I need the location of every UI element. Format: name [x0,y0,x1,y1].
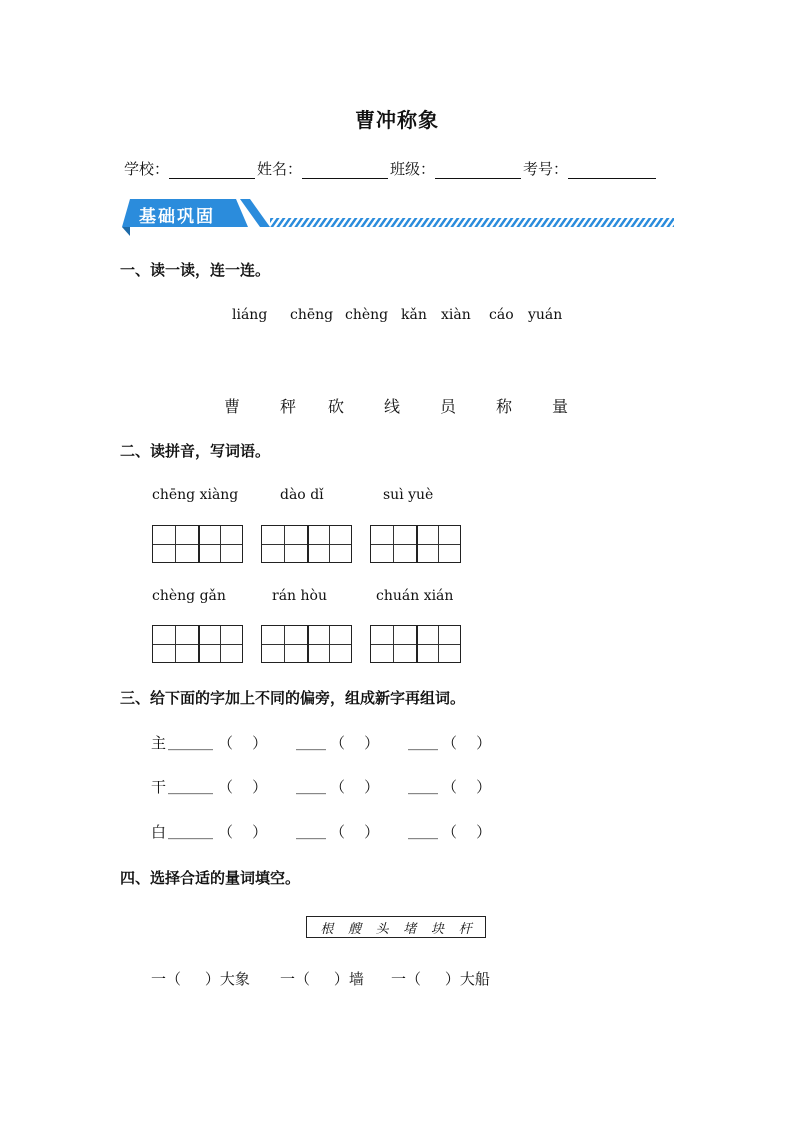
new-char-blank[interactable]: ＿＿＿ [168,823,214,841]
q2-pinyin-row-2 [0,588,794,608]
name-field[interactable] [302,161,388,179]
pinyin-item[interactable]: cáo [489,307,514,323]
option-word: 杆 [458,921,472,937]
pinyin-word: rán hòu [272,588,327,604]
q2-heading: 二、读拼音，写词语。 [120,442,271,460]
word-paren[interactable]: （ ） [442,778,492,796]
option-word: 堵 [403,921,417,937]
q1-char-row [0,394,794,418]
radical-row [0,776,794,798]
word-paren[interactable]: （ ） [218,823,268,841]
banner-label: 基础巩固 [139,207,215,227]
new-char-blank[interactable]: ＿＿ [296,734,327,752]
char-item[interactable]: 曹 [224,397,241,416]
word-paren[interactable]: （ ） [218,778,268,796]
word-paren[interactable]: （ ） [330,778,380,796]
exam-number-field[interactable] [568,161,656,179]
char-item[interactable]: 员 [440,397,457,416]
exam-number-label: 考号： [523,160,569,178]
class-label: 班级： [390,160,436,178]
q4-heading: 四、选择合适的量词填空。 [120,869,301,887]
base-char: 白 [151,823,167,841]
new-char-blank[interactable]: ＿＿ [296,778,327,796]
new-char-blank[interactable]: ＿＿＿ [168,778,214,796]
class-field[interactable] [435,161,521,179]
school-label: 学校： [124,160,170,178]
new-char-blank[interactable]: ＿＿ [408,823,439,841]
writing-grid[interactable] [370,525,461,563]
char-item[interactable]: 线 [384,397,401,416]
pinyin-item[interactable]: liáng [232,307,268,323]
word-paren[interactable]: （ ） [330,734,380,752]
pinyin-item[interactable]: chèng [345,307,389,323]
pinyin-word: chuán xián [376,588,454,604]
writing-grid[interactable] [370,625,461,663]
pinyin-item[interactable]: xiàn [441,307,471,323]
new-char-blank[interactable]: ＿＿ [408,778,439,796]
word-paren[interactable]: （ ） [442,823,492,841]
pinyin-word: dào dǐ [280,487,324,503]
pinyin-word: suì yuè [383,487,434,503]
char-item[interactable]: 秤 [280,397,297,416]
measure-word-options [306,916,486,938]
name-label: 姓名： [257,160,303,178]
pinyin-word: chèng gǎn [152,588,226,604]
student-info-row [124,158,658,179]
writing-grid[interactable] [152,525,243,563]
radical-row [0,821,794,843]
char-item[interactable]: 砍 [328,397,345,416]
writing-grid[interactable] [152,625,243,663]
radical-row [0,732,794,754]
word-paren[interactable]: （ ） [330,823,380,841]
q1-pinyin-row [0,307,794,327]
new-char-blank[interactable]: ＿＿＿ [168,734,214,752]
base-char: 主 [151,734,167,752]
writing-grid[interactable] [261,525,352,563]
word-paren[interactable]: （ ） [442,734,492,752]
pinyin-item[interactable]: chēng [290,307,334,323]
char-item[interactable]: 量 [552,397,569,416]
new-char-blank[interactable]: ＿＿ [296,823,327,841]
school-field[interactable] [169,161,255,179]
new-char-blank[interactable]: ＿＿ [408,734,439,752]
option-word: 艘 [347,921,361,937]
q2-pinyin-row-1 [0,487,794,507]
option-word: 根 [320,921,334,937]
pinyin-word: chēng xiàng [152,487,239,503]
option-word: 头 [375,921,389,937]
word-paren[interactable]: （ ） [218,734,268,752]
page-title: 曹冲称象 [355,108,439,132]
writing-grid[interactable] [261,625,352,663]
base-char: 干 [151,778,167,796]
q3-heading: 三、给下面的字加上不同的偏旁，组成新字再组词。 [120,689,466,707]
pinyin-item[interactable]: kǎn [401,307,427,323]
fill-item[interactable]: 一（ ）大船 [391,970,490,988]
option-word: 块 [430,921,444,937]
fill-item[interactable]: 一（ ）大象 [151,970,250,988]
fill-item[interactable]: 一（ ）墙 [280,970,364,988]
char-item[interactable]: 称 [496,397,513,416]
q1-heading: 一、读一读，连一连。 [120,261,271,279]
pinyin-item[interactable]: yuán [528,307,563,323]
